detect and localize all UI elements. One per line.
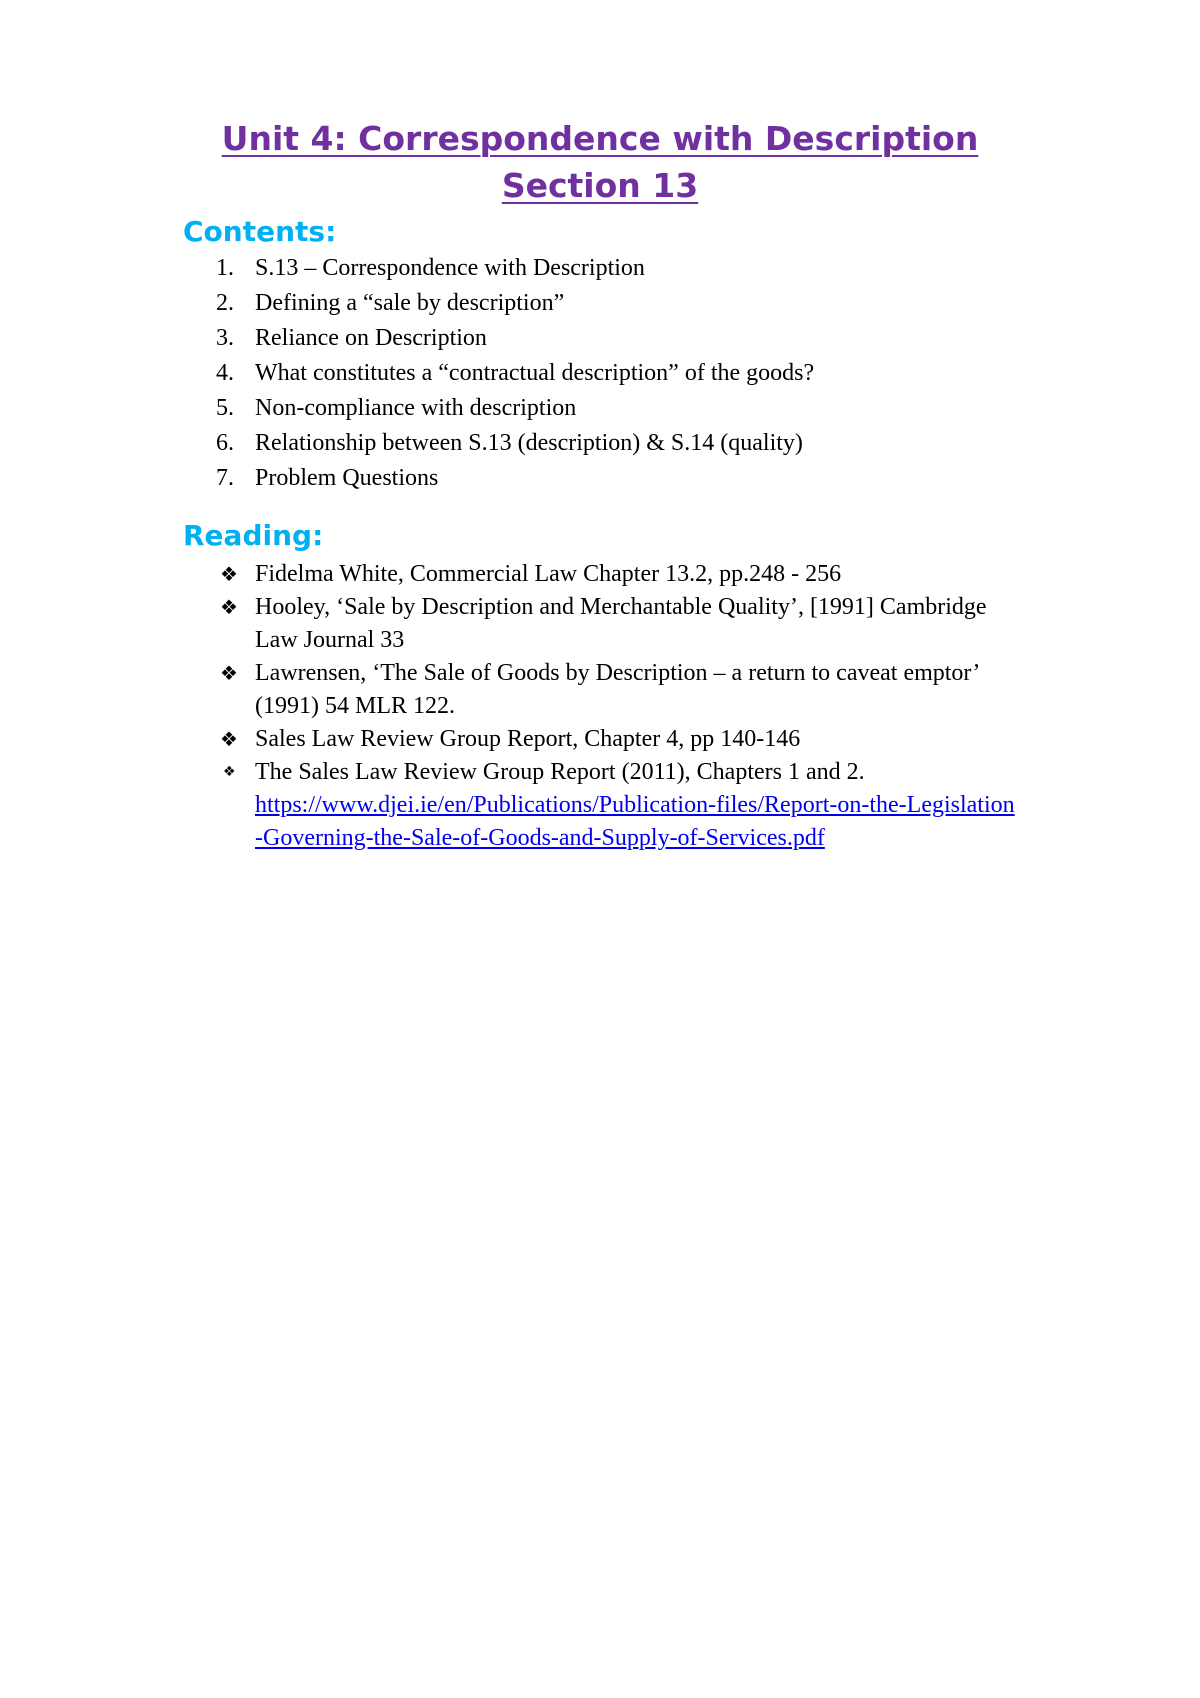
contents-item-text: Non-compliance with description <box>255 395 577 421</box>
reading-item-text: Hooley, ‘Sale by Description and Merchantable Quality’, [1991] Cambridge Law Journal 33 <box>255 594 987 653</box>
contents-item <box>0 462 1200 497</box>
contents-item <box>0 357 1200 392</box>
reading-item-text: Lawrensen, ‘The Sale of Goods by Description – a return to caveat emptor’ (1991) 54 MLR 122. <box>255 660 979 719</box>
contents-item-number: 7. <box>216 465 234 491</box>
contents-item-text: Problem Questions <box>255 465 439 491</box>
contents-heading: Contents: <box>183 215 337 248</box>
report-pdf-link[interactable]: https://www.djei.ie/en/Publications/Publication-files/Report-on-the-Legislation-Governing-the-Sale-of-Goods-and-Supply-of-Services.pdf <box>255 792 1015 851</box>
contents-item <box>0 392 1200 427</box>
diamond-bullet-icon: ❖ <box>220 727 238 751</box>
contents-item-number: 2. <box>216 290 234 316</box>
contents-item-text: S.13 – Correspondence with Description <box>255 255 645 281</box>
contents-item-number: 1. <box>216 255 234 281</box>
reading-list <box>0 558 1200 855</box>
reading-item <box>0 657 1200 723</box>
contents-item-text: Defining a “sale by description” <box>255 290 565 316</box>
reading-item-text: The Sales Law Review Group Report (2011), Chapters 1 and 2. <box>255 759 865 785</box>
section-title: Section 13 <box>501 166 699 205</box>
contents-item-number: 3. <box>216 325 234 351</box>
contents-item-number: 4. <box>216 360 234 386</box>
reading-item <box>0 558 1200 591</box>
unit-title: Unit 4: Correspondence with Description <box>221 119 979 158</box>
contents-item-text: Reliance on Description <box>255 325 487 351</box>
contents-item-number: 5. <box>216 395 234 421</box>
contents-item <box>0 252 1200 287</box>
reading-item-text: Sales Law Review Group Report, Chapter 4, pp 140-146 <box>255 726 801 752</box>
reading-heading: Reading: <box>183 519 324 552</box>
contents-item-text: What constitutes a “contractual description” of the goods? <box>255 360 815 386</box>
contents-item <box>0 427 1200 462</box>
reading-item-text: Fidelma White, Commercial Law Chapter 13.2, pp.248 - 256 <box>255 561 842 587</box>
diamond-bullet-icon: ❖ <box>220 595 238 619</box>
reading-item <box>0 591 1200 657</box>
contents-list <box>0 252 1200 497</box>
diamond-bullet-icon: ❖ <box>220 562 238 586</box>
contents-item-text: Relationship between S.13 (description) & S.14 (quality) <box>255 430 803 456</box>
contents-item <box>0 287 1200 322</box>
diamond-bullet-icon: ❖ <box>220 661 238 685</box>
contents-item <box>0 322 1200 357</box>
reading-item <box>0 723 1200 756</box>
reading-item <box>0 756 1200 855</box>
contents-item-number: 6. <box>216 430 234 456</box>
diamond-bullet-icon: ❖ <box>223 764 236 780</box>
